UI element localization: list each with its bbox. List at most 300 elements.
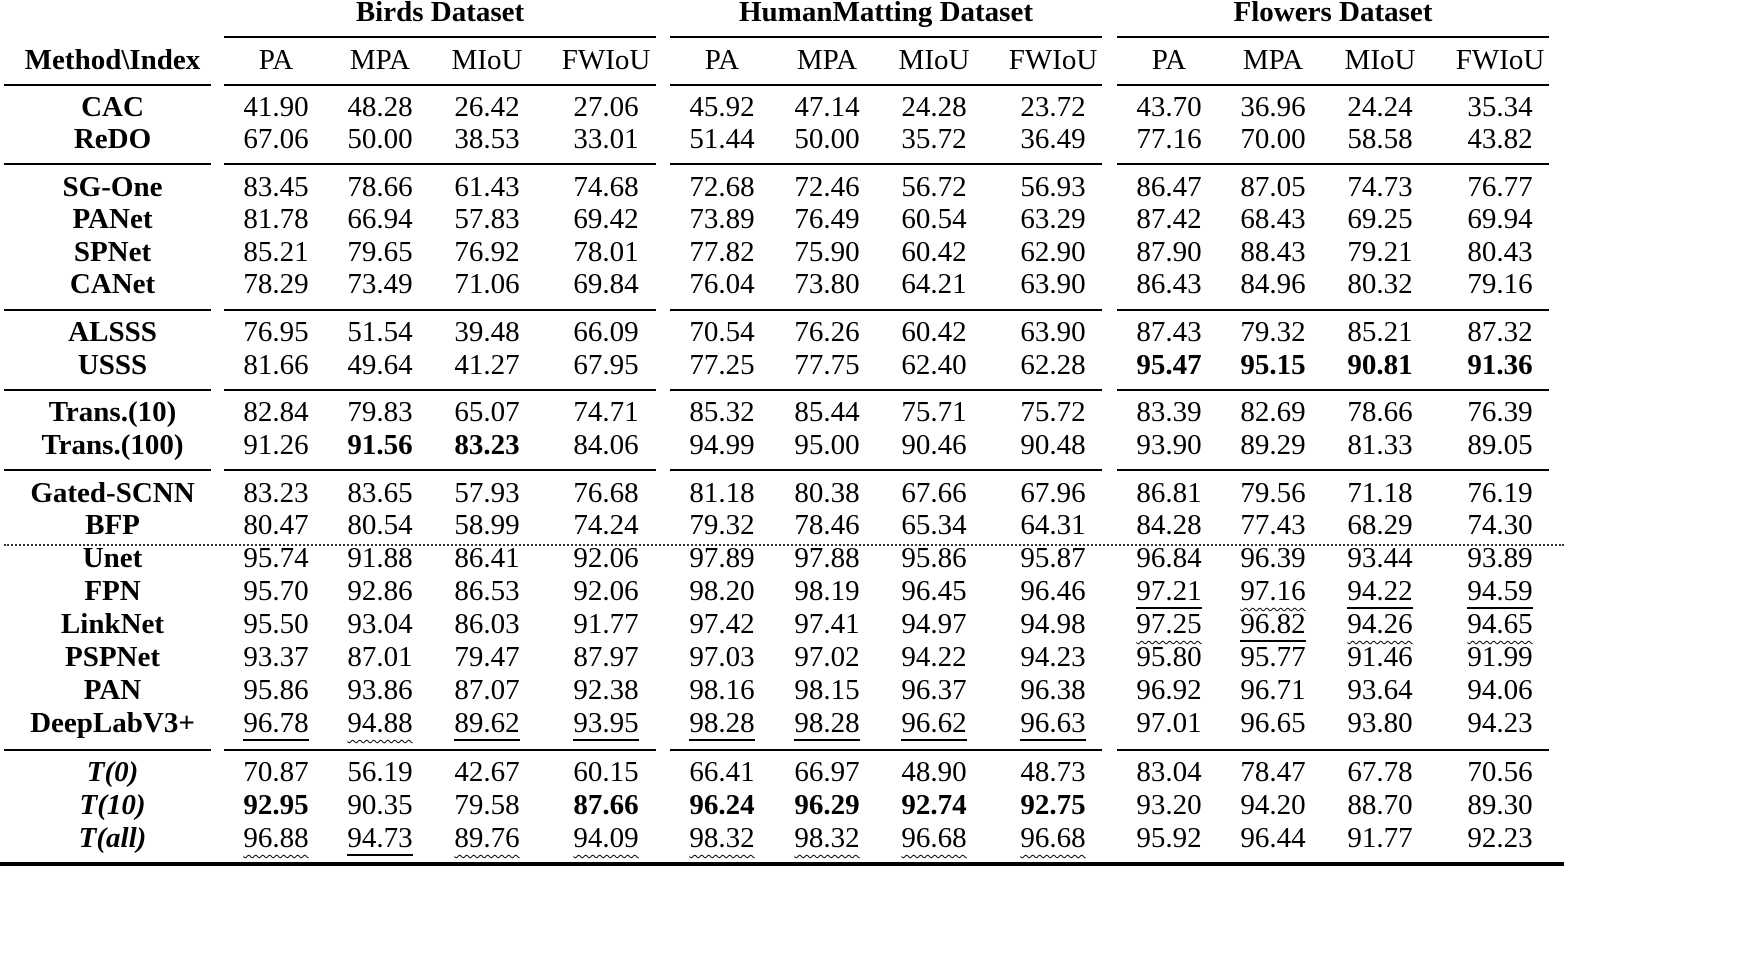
- metric-header: FWIoU: [561, 44, 651, 76]
- table-cell: [1114, 349, 1224, 381]
- table-cell: [432, 123, 542, 155]
- cell-value: 80.32: [1347, 268, 1413, 300]
- table-cell: [221, 575, 331, 607]
- table-cell: [667, 123, 777, 155]
- cell-value: 57.93: [454, 477, 520, 509]
- cell-value: 85.44: [794, 396, 860, 428]
- table-cell: [879, 396, 989, 428]
- cell-value: 86.41: [454, 542, 520, 574]
- table-cell: [432, 707, 542, 739]
- table-cell: [551, 349, 661, 381]
- cell-value: 91.46: [1347, 641, 1413, 673]
- cell-value: 92.95: [243, 789, 309, 821]
- cell-value: 94.09: [573, 822, 639, 854]
- cell-value: 41.27: [454, 349, 520, 381]
- cell-value: 76.39: [1467, 396, 1533, 428]
- table-cell: [1218, 707, 1328, 739]
- method-name: T(10): [79, 789, 146, 821]
- table-cell: [772, 203, 882, 235]
- table-cell: [998, 542, 1108, 574]
- cell-value: 81.33: [1347, 429, 1413, 461]
- cell-value: 96.78: [243, 707, 309, 739]
- table-cell: [221, 349, 331, 381]
- table-cell: [432, 268, 542, 300]
- table-cell: [879, 316, 989, 348]
- table-cell: [667, 91, 777, 123]
- table-cell: [998, 203, 1108, 235]
- table-cell: [221, 123, 331, 155]
- table-cell: [1114, 171, 1224, 203]
- table-cell: [432, 542, 542, 574]
- cell-value: 96.71: [1240, 674, 1306, 706]
- cell-value: 96.92: [1136, 674, 1202, 706]
- cell-value: 74.30: [1467, 509, 1533, 541]
- method-name: Gated-SCNN: [30, 477, 195, 509]
- table-cell: [432, 575, 542, 607]
- cell-value: 89.62: [454, 707, 520, 739]
- table-cell: [772, 316, 882, 348]
- table-cell: [1445, 822, 1555, 854]
- cell-value: 93.44: [1347, 542, 1413, 574]
- table-cell: [998, 477, 1108, 509]
- cell-value: 60.42: [901, 316, 967, 348]
- cell-value: 79.16: [1467, 268, 1533, 300]
- cell-value: 95.87: [1020, 542, 1086, 574]
- table-cell: [1325, 575, 1435, 607]
- cell-value: 66.94: [347, 203, 413, 235]
- cell-value: 70.00: [1240, 123, 1306, 155]
- table-cell: [1114, 707, 1224, 739]
- cell-value: 76.49: [794, 203, 860, 235]
- method-name: ReDO: [73, 123, 152, 155]
- table-cell: [1218, 203, 1328, 235]
- table-cell: [1325, 542, 1435, 574]
- cell-value: 87.07: [454, 674, 520, 706]
- dataset-header-flowers: Flowers Dataset: [1233, 0, 1433, 28]
- table-cell: [325, 674, 435, 706]
- table-cell: [1445, 542, 1555, 574]
- table-cell: [221, 542, 331, 574]
- table-cell: [1114, 608, 1224, 640]
- table-cell: [772, 349, 882, 381]
- cell-value: 89.05: [1467, 429, 1533, 461]
- cell-value: 79.56: [1240, 477, 1306, 509]
- table-cell: [1114, 542, 1224, 574]
- cell-value: 72.68: [689, 171, 755, 203]
- table-cell: [667, 396, 777, 428]
- cell-value: 62.28: [1020, 349, 1086, 381]
- table-cell: [667, 429, 777, 461]
- cell-value: 83.04: [1136, 756, 1202, 788]
- cell-value: 73.80: [794, 268, 860, 300]
- group-rule: [224, 309, 656, 311]
- table-cell: [432, 429, 542, 461]
- table-cell: [221, 641, 331, 673]
- table-cell: [1445, 429, 1555, 461]
- cell-value: 94.97: [901, 608, 967, 640]
- cell-value: 79.21: [1347, 236, 1413, 268]
- cell-value: 93.86: [347, 674, 413, 706]
- dotted-separator: [4, 544, 1564, 546]
- table-cell: [667, 203, 777, 235]
- cell-value: 95.15: [1240, 349, 1306, 381]
- table-cell: [1218, 349, 1328, 381]
- cell-value: 80.47: [243, 509, 309, 541]
- cell-value: 91.56: [347, 429, 413, 461]
- table-cell: [667, 509, 777, 541]
- cell-value: 98.32: [689, 822, 755, 854]
- cell-value: 24.28: [901, 91, 967, 123]
- cell-value: 69.42: [573, 203, 639, 235]
- table-cell: [551, 171, 661, 203]
- cell-value: 96.82: [1240, 608, 1306, 640]
- group-rule: [1117, 389, 1549, 391]
- metric-header: FWIoU: [1455, 44, 1545, 76]
- cell-value: 95.50: [243, 608, 309, 640]
- cell-value: 80.43: [1467, 236, 1533, 268]
- table-cell: [667, 477, 777, 509]
- table-cell: [1325, 91, 1435, 123]
- table-cell: [1445, 123, 1555, 155]
- table-cell: [221, 608, 331, 640]
- cell-value: 97.88: [794, 542, 860, 574]
- table-cell: [1218, 822, 1328, 854]
- cell-value: 78.66: [1347, 396, 1413, 428]
- table-cell: [879, 641, 989, 673]
- table-cell: [325, 575, 435, 607]
- table-cell: [1114, 316, 1224, 348]
- table-cell: [879, 674, 989, 706]
- cell-value: 94.88: [347, 707, 413, 739]
- group-rule: [4, 469, 211, 471]
- table-cell: [1218, 477, 1328, 509]
- metric-header: PA: [1151, 44, 1187, 76]
- cell-value: 23.72: [1020, 91, 1086, 123]
- cell-value: 84.96: [1240, 268, 1306, 300]
- cell-value: 96.62: [901, 707, 967, 739]
- cell-value: 83.45: [243, 171, 309, 203]
- cell-value: 80.54: [347, 509, 413, 541]
- table-cell: [1218, 674, 1328, 706]
- table-cell: [221, 822, 331, 854]
- cell-value: 58.58: [1347, 123, 1413, 155]
- table-cell: [325, 542, 435, 574]
- table-cell: [667, 674, 777, 706]
- table-cell: [1218, 91, 1328, 123]
- cell-value: 98.16: [689, 674, 755, 706]
- table-cell: [221, 268, 331, 300]
- metric-header: MPA: [349, 44, 411, 76]
- cell-value: 57.83: [454, 203, 520, 235]
- table-cell: [998, 756, 1108, 788]
- cell-value: 94.23: [1020, 641, 1086, 673]
- table-cell: [221, 396, 331, 428]
- cell-value: 93.04: [347, 608, 413, 640]
- table-cell: [221, 316, 331, 348]
- cell-value: 79.65: [347, 236, 413, 268]
- table-cell: [879, 91, 989, 123]
- table-cell: [1114, 756, 1224, 788]
- table-cell: [772, 123, 882, 155]
- cell-value: 67.78: [1347, 756, 1413, 788]
- method-name: T(0): [86, 756, 139, 788]
- cell-value: 98.32: [794, 822, 860, 854]
- group-rule: [4, 389, 211, 391]
- table-cell: [1114, 236, 1224, 268]
- table-cell: [432, 641, 542, 673]
- table-cell: [667, 822, 777, 854]
- cell-value: 68.43: [1240, 203, 1306, 235]
- cell-value: 65.34: [901, 509, 967, 541]
- cell-value: 96.45: [901, 575, 967, 607]
- cell-value: 71.18: [1347, 477, 1413, 509]
- cell-value: 94.59: [1467, 575, 1533, 607]
- cell-value: 89.29: [1240, 429, 1306, 461]
- cell-value: 98.15: [794, 674, 860, 706]
- cell-value: 96.39: [1240, 542, 1306, 574]
- table-cell: [1218, 123, 1328, 155]
- table-cell: [1325, 429, 1435, 461]
- table-cell: [1218, 171, 1328, 203]
- cell-value: 95.47: [1136, 349, 1202, 381]
- table-cell: [1114, 477, 1224, 509]
- table-cell: [1445, 789, 1555, 821]
- table-cell: [772, 674, 882, 706]
- table-cell: [1218, 789, 1328, 821]
- group-rule: [224, 163, 656, 165]
- cell-value: 76.19: [1467, 477, 1533, 509]
- cell-value: 47.14: [794, 91, 860, 123]
- cell-value: 97.89: [689, 542, 755, 574]
- table-cell: [1218, 641, 1328, 673]
- table-cell: [667, 171, 777, 203]
- metric-header: MPA: [796, 44, 858, 76]
- cell-value: 94.65: [1467, 608, 1533, 640]
- group-rule: [670, 84, 1102, 86]
- table-cell: [1218, 509, 1328, 541]
- table-cell: [551, 608, 661, 640]
- table-cell: [772, 608, 882, 640]
- table-cell: [551, 477, 661, 509]
- table-cell: [1218, 608, 1328, 640]
- table-cell: [1445, 349, 1555, 381]
- cell-value: 91.77: [1347, 822, 1413, 854]
- table-cell: [772, 477, 882, 509]
- cell-value: 92.23: [1467, 822, 1533, 854]
- table-cell: [221, 171, 331, 203]
- table-cell: [1218, 429, 1328, 461]
- method-name: CANet: [69, 268, 156, 300]
- table-cell: [1325, 268, 1435, 300]
- cell-value: 74.73: [1347, 171, 1413, 203]
- cell-value: 70.56: [1467, 756, 1533, 788]
- cell-value: 86.47: [1136, 171, 1202, 203]
- table-cell: [879, 509, 989, 541]
- table-cell: [432, 316, 542, 348]
- table-cell: [1218, 396, 1328, 428]
- table-cell: [1445, 575, 1555, 607]
- table-cell: [1325, 236, 1435, 268]
- table-cell: [325, 477, 435, 509]
- cell-value: 65.07: [454, 396, 520, 428]
- table-cell: [879, 203, 989, 235]
- table-cell: [998, 608, 1108, 640]
- group-rule: [670, 163, 1102, 165]
- table-cell: [1445, 203, 1555, 235]
- table-cell: [1445, 707, 1555, 739]
- table-cell: [221, 674, 331, 706]
- cell-value: 87.42: [1136, 203, 1202, 235]
- table-cell: [772, 822, 882, 854]
- table-cell: [879, 236, 989, 268]
- cell-value: 91.88: [347, 542, 413, 574]
- cell-value: 96.65: [1240, 707, 1306, 739]
- method-name: BFP: [85, 509, 140, 541]
- cell-value: 92.06: [573, 575, 639, 607]
- cell-value: 82.84: [243, 396, 309, 428]
- cell-value: 94.73: [347, 822, 413, 854]
- cell-value: 82.69: [1240, 396, 1306, 428]
- table-cell: [325, 707, 435, 739]
- cell-value: 63.29: [1020, 203, 1086, 235]
- table-cell: [221, 91, 331, 123]
- group-rule: [1117, 749, 1549, 751]
- table-cell: [432, 674, 542, 706]
- cell-value: 48.73: [1020, 756, 1086, 788]
- table-cell: [221, 477, 331, 509]
- table-cell: [667, 641, 777, 673]
- cell-value: 62.90: [1020, 236, 1086, 268]
- table-cell: [432, 396, 542, 428]
- cell-value: 98.20: [689, 575, 755, 607]
- table-cell: [551, 396, 661, 428]
- cell-value: 78.46: [794, 509, 860, 541]
- table-cell: [551, 268, 661, 300]
- cell-value: 92.86: [347, 575, 413, 607]
- table-cell: [432, 756, 542, 788]
- table-cell: [998, 396, 1108, 428]
- cell-value: 45.92: [689, 91, 755, 123]
- table-cell: [879, 608, 989, 640]
- table-cell: [667, 608, 777, 640]
- method-name: FPN: [84, 575, 141, 607]
- metric-header: MIoU: [451, 44, 523, 76]
- group-rule: [1117, 163, 1549, 165]
- table-cell: [1325, 707, 1435, 739]
- table-cell: [1325, 509, 1435, 541]
- table-cell: [551, 123, 661, 155]
- table-cell: [1218, 268, 1328, 300]
- table-cell: [667, 575, 777, 607]
- cell-value: 81.78: [243, 203, 309, 235]
- table-cell: [325, 789, 435, 821]
- table-cell: [1445, 674, 1555, 706]
- cell-value: 96.37: [901, 674, 967, 706]
- dataset-header-humanmatting: HumanMatting Dataset: [738, 0, 1033, 28]
- cell-value: 92.06: [573, 542, 639, 574]
- method-name: PANet: [72, 203, 153, 235]
- table-cell: [998, 789, 1108, 821]
- cell-value: 67.06: [243, 123, 309, 155]
- table-cell: [772, 542, 882, 574]
- cell-value: 93.64: [1347, 674, 1413, 706]
- table-cell: [667, 789, 777, 821]
- table-cell: [772, 756, 882, 788]
- table-cell: [221, 509, 331, 541]
- table-cell: [1325, 756, 1435, 788]
- table-cell: [551, 756, 661, 788]
- cell-value: 98.28: [794, 707, 860, 739]
- table-cell: [551, 789, 661, 821]
- cell-value: 81.18: [689, 477, 755, 509]
- cell-value: 69.84: [573, 268, 639, 300]
- cell-value: 77.43: [1240, 509, 1306, 541]
- cell-value: 80.38: [794, 477, 860, 509]
- table-cell: [1218, 542, 1328, 574]
- table-cell: [325, 756, 435, 788]
- cell-value: 73.89: [689, 203, 755, 235]
- table-cell: [325, 641, 435, 673]
- cell-value: 98.28: [689, 707, 755, 739]
- cell-value: 74.24: [573, 509, 639, 541]
- cell-value: 84.28: [1136, 509, 1202, 541]
- cell-value: 76.77: [1467, 171, 1533, 203]
- cell-value: 95.80: [1136, 641, 1202, 673]
- table-cell: [1114, 641, 1224, 673]
- header-rule: [1117, 36, 1549, 38]
- table-cell: [325, 822, 435, 854]
- table-cell: [551, 641, 661, 673]
- cell-value: 66.97: [794, 756, 860, 788]
- cell-value: 91.26: [243, 429, 309, 461]
- table-cell: [325, 203, 435, 235]
- group-rule: [670, 309, 1102, 311]
- table-cell: [1325, 674, 1435, 706]
- metric-header: FWIoU: [1008, 44, 1098, 76]
- metric-header: MIoU: [1344, 44, 1416, 76]
- table-cell: [221, 707, 331, 739]
- cell-value: 66.09: [573, 316, 639, 348]
- cell-value: 74.71: [573, 396, 639, 428]
- table-cell: [667, 542, 777, 574]
- cell-value: 91.36: [1467, 349, 1533, 381]
- table-cell: [1218, 316, 1328, 348]
- table-cell: [772, 396, 882, 428]
- cell-value: 97.25: [1136, 608, 1202, 640]
- cell-value: 92.75: [1020, 789, 1086, 821]
- table-cell: [221, 429, 331, 461]
- cell-value: 94.99: [689, 429, 755, 461]
- metric-header: PA: [704, 44, 740, 76]
- method-name: DeepLabV3+: [30, 707, 195, 739]
- cell-value: 60.15: [573, 756, 639, 788]
- table-cell: [772, 268, 882, 300]
- cell-value: 69.25: [1347, 203, 1413, 235]
- cell-value: 64.31: [1020, 509, 1086, 541]
- group-rule: [4, 749, 211, 751]
- cell-value: 36.96: [1240, 91, 1306, 123]
- metric-header: MPA: [1242, 44, 1304, 76]
- table-cell: [432, 91, 542, 123]
- cell-value: 95.70: [243, 575, 309, 607]
- table-cell: [1325, 316, 1435, 348]
- table-cell: [1445, 268, 1555, 300]
- table-cell: [432, 203, 542, 235]
- cell-value: 86.53: [454, 575, 520, 607]
- table-cell: [221, 236, 331, 268]
- method-name: PSPNet: [64, 641, 161, 673]
- table-cell: [879, 349, 989, 381]
